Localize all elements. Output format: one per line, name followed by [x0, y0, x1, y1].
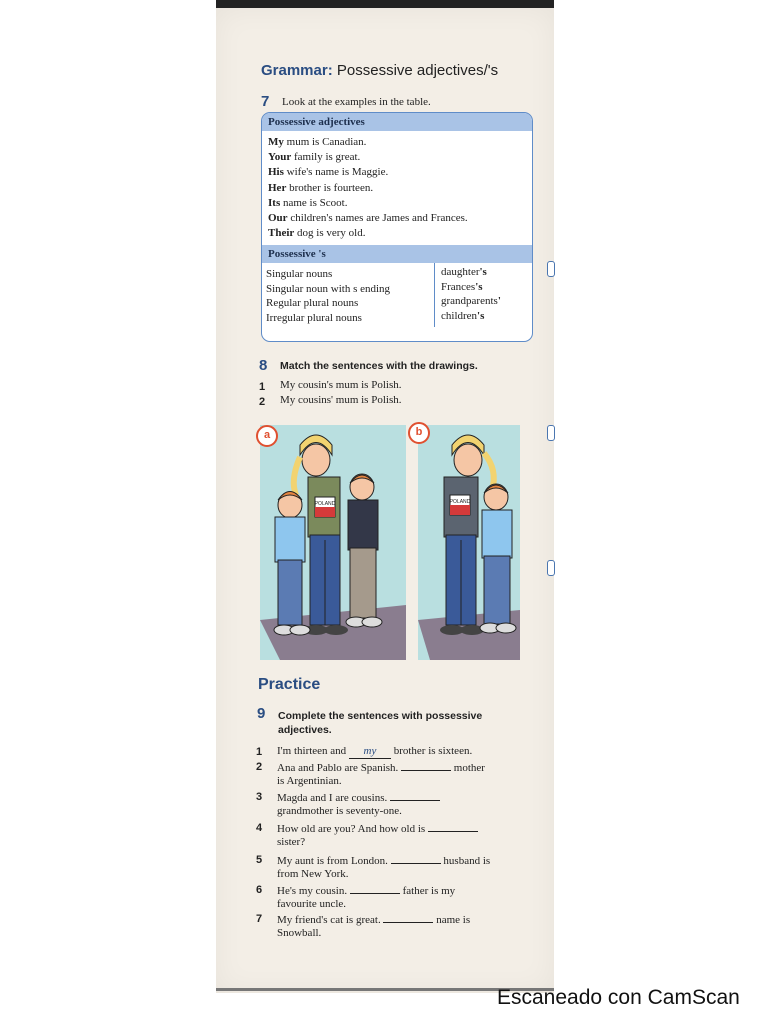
noun-type-label: Singular nouns: [266, 268, 333, 281]
sentence-start: Ana and Pablo are Spanish.: [277, 762, 402, 774]
ex9-item-number: 5: [256, 854, 263, 866]
possessive-adjective: My: [268, 136, 284, 148]
sentence-end: name is: [433, 914, 471, 926]
ex9-item-text: [277, 853, 532, 881]
example-base: daughter: [441, 266, 480, 279]
ex9-item-number: 2: [256, 761, 263, 773]
example-base: grandparents: [441, 295, 498, 308]
possessive-adjective: Her: [268, 181, 287, 194]
possessive-adjective: Our: [268, 212, 288, 225]
possessive-s-labels: [262, 263, 435, 327]
example-rest: dog is very old.: [294, 227, 366, 240]
ex9-item-text: [277, 821, 532, 849]
sentence-start: He's my cousin.: [277, 885, 350, 897]
ex9-item-number: 1: [256, 746, 263, 758]
page-edge-tab: [547, 560, 555, 576]
section-title: [261, 62, 498, 79]
ex9-item-text: [277, 883, 532, 911]
possessive-adjective: His: [268, 166, 284, 179]
possessive-s-examples: [435, 263, 505, 327]
example-answer: my: [349, 745, 391, 759]
example-rest: brother is fourteen.: [286, 181, 374, 194]
sentence-start: Magda and I are cousins.: [277, 792, 391, 804]
example-base: children: [441, 309, 478, 322]
possessive-adjectives-examples: [262, 131, 532, 243]
sentence-continuation: is Argentinian.: [277, 775, 342, 787]
possessive-adjective: Their: [268, 227, 295, 240]
sentence-end: father is my: [399, 885, 456, 897]
ex9-item-number: 4: [256, 822, 263, 834]
adjective-example: [268, 165, 526, 180]
example-suffix: ': [497, 295, 501, 308]
example-rest: children's names are James and Frances.: [287, 212, 468, 225]
example-suffix: 's: [477, 309, 485, 322]
drawing-b: [418, 425, 520, 660]
noun-type-label: Irregular plural nouns: [266, 311, 362, 324]
ex9-item-number: 6: [256, 884, 263, 896]
answer-blank[interactable]: [428, 821, 478, 832]
grammar-label: Grammar:: [261, 62, 333, 79]
adjective-example: [268, 135, 526, 150]
ex8-item-text: My cousin's mum is Polish.: [280, 379, 402, 391]
example-rest: mum is Canadian.: [283, 136, 367, 148]
sentence-continuation: grandmother is seventy-one.: [277, 805, 402, 817]
ex9-item-text: [277, 760, 532, 788]
adjective-example: [268, 226, 526, 241]
shirt-text: POLAND: [314, 501, 336, 507]
exercise-9-instruction-line1: Complete the sentences with possessive: [278, 710, 483, 722]
drawing-a-label: a: [256, 425, 278, 447]
possessive-adjectives-header: Possessive adjectives: [262, 113, 532, 131]
sentence-start: How old are you? And how old is: [277, 823, 428, 835]
sentence-start: I'm thirteen and: [277, 745, 349, 757]
adjective-example: [268, 181, 526, 196]
noun-type-label: Regular plural nouns: [266, 297, 359, 310]
example-suffix: 's: [475, 280, 483, 293]
page-edge-tab: [547, 261, 555, 277]
sentence-start: My aunt is from London.: [277, 855, 391, 867]
possessive-s-table: [262, 263, 532, 327]
drawing-a: [260, 425, 406, 660]
possessive-adjective: Your: [268, 151, 292, 164]
sentence-end: husband is: [440, 855, 491, 867]
sentence-start: My friend's cat is great.: [277, 914, 384, 926]
example-suffix: 's: [479, 266, 487, 279]
answer-blank[interactable]: [390, 790, 440, 801]
noun-type-label: Singular noun with s ending: [266, 282, 391, 295]
adjective-example: [268, 211, 526, 226]
scanner-watermark: Escaneado con CamScan: [497, 986, 740, 1009]
page-edge-tab: [547, 425, 555, 441]
drawing-b-label: b: [408, 422, 430, 444]
sentence-end: brother is sixteen.: [390, 745, 473, 757]
example-rest: wife's name is Maggie.: [283, 166, 389, 179]
exercise-8-number: 8: [259, 357, 268, 374]
sentence-continuation: sister?: [277, 836, 306, 848]
answer-blank[interactable]: [401, 760, 451, 771]
grammar-topic: Possessive adjectives/'s: [336, 62, 499, 79]
ex9-item-text: [277, 790, 532, 818]
ex9-item-text: [277, 912, 532, 940]
sentence-end: mother: [451, 762, 485, 774]
sentence-continuation: favourite uncle.: [277, 898, 347, 910]
answer-blank[interactable]: [350, 883, 400, 894]
grammar-table: [261, 112, 533, 342]
exercise-7-number: 7: [261, 93, 270, 110]
ex8-item-number: 2: [259, 396, 266, 408]
exercise-9-number: 9: [257, 705, 266, 722]
sentence-continuation: from New York.: [277, 868, 349, 880]
ex8-item-text: My cousins' mum is Polish.: [280, 394, 402, 406]
possessive-s-header: Possessive 's: [262, 245, 532, 263]
ex9-item-text: [277, 745, 532, 759]
example-rest: name is Scoot.: [280, 196, 348, 209]
exercise-8-instruction: Match the sentences with the drawings.: [280, 360, 478, 372]
practice-heading: Practice: [258, 676, 321, 693]
answer-blank[interactable]: [383, 912, 433, 923]
possessive-example: [441, 294, 501, 309]
adjective-example: [268, 196, 526, 211]
exercise-9-instruction-line2: adjectives.: [278, 724, 332, 736]
example-rest: family is great.: [291, 151, 361, 164]
ex9-item-number: 7: [256, 913, 263, 925]
ex9-item-number: 3: [256, 791, 263, 803]
possessive-example: [441, 309, 501, 324]
answer-blank[interactable]: [391, 853, 441, 864]
possessive-example: [441, 265, 501, 280]
possessive-adjective: Its: [268, 196, 281, 209]
ex8-item-number: 1: [259, 381, 266, 393]
sentence-continuation: Snowball.: [277, 927, 322, 939]
example-base: Frances: [441, 280, 476, 293]
shirt-text: POLAND: [449, 499, 471, 505]
exercise-7-instruction: Look at the examples in the table.: [282, 96, 431, 108]
possessive-example: [441, 280, 501, 295]
adjective-example: [268, 150, 526, 165]
